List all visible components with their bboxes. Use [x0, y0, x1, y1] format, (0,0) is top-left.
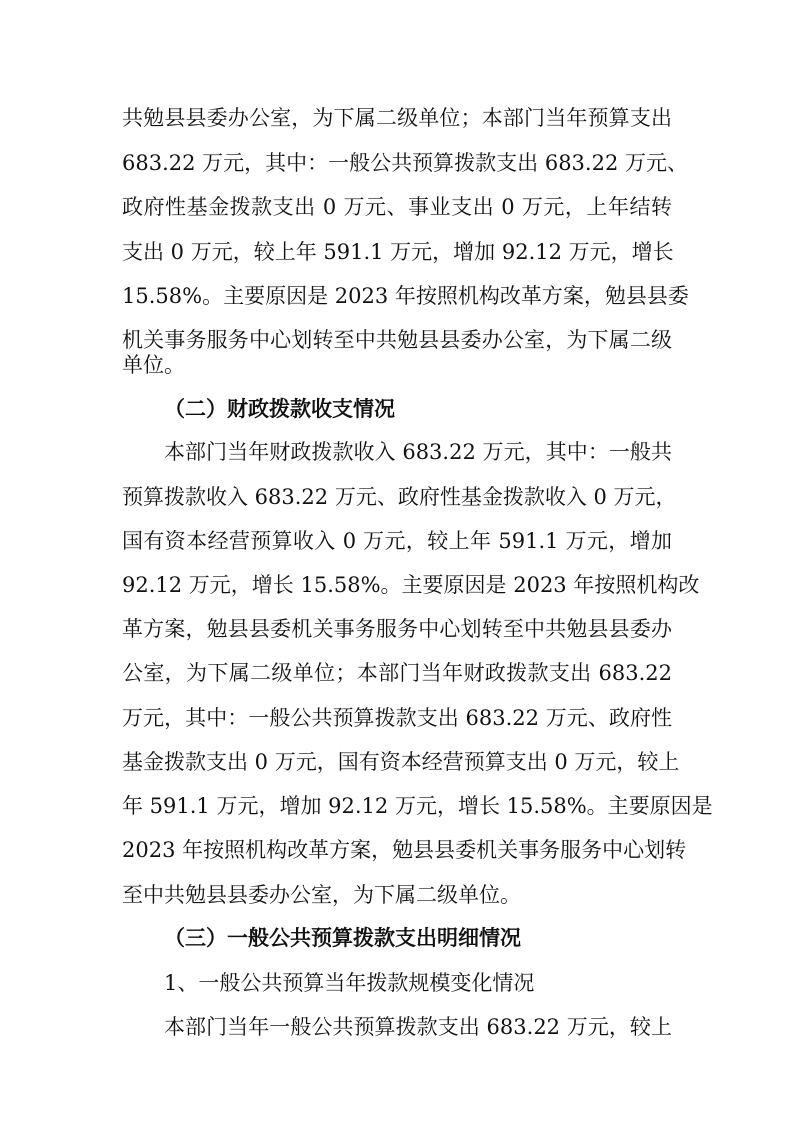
paragraph-1-line-6: 机关事务服务中心划转至中共勉县县委办公室，为下属二级: [122, 328, 672, 352]
subsection-heading-3-1: 1、一般公共预算当年拨款规模变化情况: [164, 971, 535, 995]
section-heading-3: （三）一般公共预算拨款支出明细情况: [164, 925, 521, 950]
paragraph-2-line-10: 2023 年按照机构改革方案，勉县县委机关事务服务中心划转: [122, 838, 687, 862]
paragraph-2-line-7: 万元，其中：一般公共预算拨款支出 683.22 万元、政府性: [122, 706, 672, 730]
paragraph-2-line-11: 至中共勉县县委办公室，为下属二级单位。: [122, 883, 521, 907]
paragraph-2-line-4: 92.12 万元，增长 15.58%。主要原因是 2023 年按照机构改: [122, 573, 700, 597]
section-heading-2: （二）财政拨款收支情况: [164, 396, 395, 421]
paragraph-1-line-4: 支出 0 万元，较上年 591.1 万元，增加 92.12 万元，增长: [122, 240, 674, 264]
paragraph-2-line-3: 国有资本经营预算收入 0 万元，较上年 591.1 万元，增加: [122, 529, 672, 553]
paragraph-3-line-1: 本部门当年一般公共预算拨款支出 683.22 万元，较上: [164, 1015, 672, 1039]
paragraph-2-line-9: 年 591.1 万元，增加 92.12 万元，增长 15.58%。主要原因是: [122, 794, 713, 818]
paragraph-2-line-8: 基金拨款支出 0 万元，国有资本经营预算支出 0 万元，较上: [122, 750, 680, 774]
paragraph-1-line-1: 共勉县县委办公室，为下属二级单位；本部门当年预算支出: [122, 106, 672, 130]
paragraph-2-line-1: 本部门当年财政拨款收入 683.22 万元，其中：一般共: [164, 440, 672, 464]
paragraph-1-line-7: 单位。: [122, 353, 185, 377]
paragraph-1-line-2: 683.22 万元，其中：一般公共预算拨款支出 683.22 万元、: [122, 151, 688, 175]
paragraph-2-line-6: 公室，为下属二级单位；本部门当年财政拨款支出 683.22: [122, 661, 672, 685]
paragraph-2-line-2: 预算拨款收入 683.22 万元、政府性基金拨款收入 0 万元，: [122, 485, 677, 509]
paragraph-1-line-5: 15.58%。主要原因是 2023 年按照机构改革方案，勉县县委: [122, 284, 689, 308]
paragraph-1-line-3: 政府性基金拨款支出 0 万元、事业支出 0 万元，上年结转: [122, 195, 672, 219]
paragraph-2-line-5: 革方案，勉县县委机关事务服务中心划转至中共勉县县委办: [122, 617, 672, 641]
